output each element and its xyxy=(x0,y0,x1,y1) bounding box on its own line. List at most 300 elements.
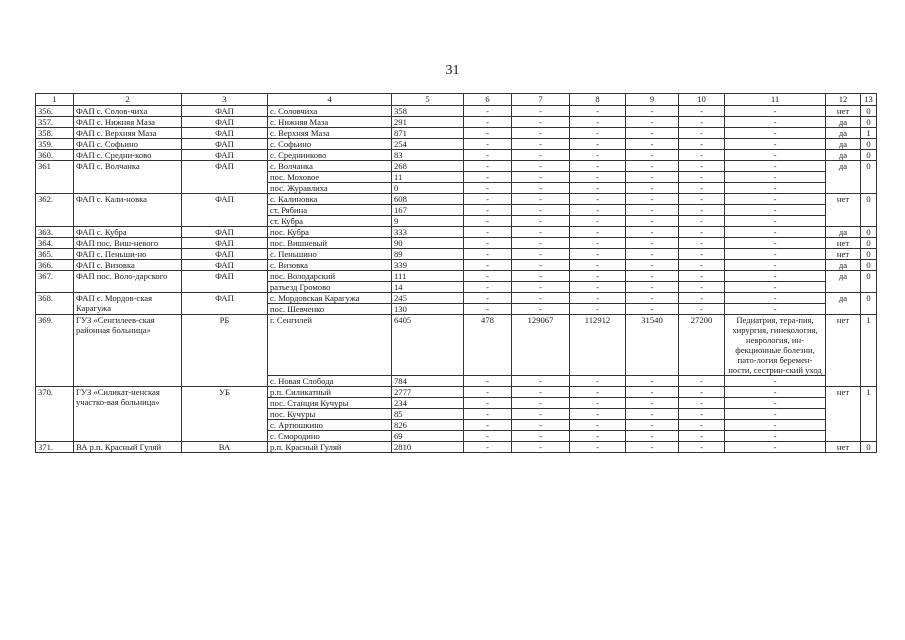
locality-name: с. Пеньшино xyxy=(268,249,392,260)
value-cell: - xyxy=(679,304,725,315)
count-cell: 0 xyxy=(861,260,877,271)
facility-name: ФАП с. Кубра xyxy=(74,227,182,238)
column-header: 9 xyxy=(626,94,679,106)
value-cell: - xyxy=(626,117,679,128)
value-cell: - xyxy=(512,172,570,183)
table-row xyxy=(36,271,877,282)
locality-name: с. Софьино xyxy=(268,139,392,150)
value-cell: - xyxy=(512,117,570,128)
facility-type: ФАП xyxy=(182,249,268,260)
value-cell: - xyxy=(679,216,725,227)
value-cell: - xyxy=(464,249,512,260)
count-cell: 0 xyxy=(861,238,877,249)
table-row xyxy=(36,442,877,453)
value-cell: - xyxy=(464,117,512,128)
facility-type: ФАП xyxy=(182,139,268,150)
services-cell: - xyxy=(725,293,826,304)
value-cell: - xyxy=(512,420,570,431)
value-cell: - xyxy=(626,194,679,205)
locality-name: с. Соловчиха xyxy=(268,106,392,117)
locality-name: г. Сенгилей xyxy=(268,315,392,376)
status-cell: нет xyxy=(826,315,861,387)
value-cell: - xyxy=(464,205,512,216)
value-cell: - xyxy=(570,139,626,150)
value-cell: - xyxy=(464,282,512,293)
status-cell: нет xyxy=(826,238,861,249)
value-cell: - xyxy=(570,172,626,183)
locality-name: р.п. Силикатный xyxy=(268,387,392,398)
locality-name: с. Новая Слобода xyxy=(268,376,392,387)
facility-name: ФАП с. Мордов-ская Карагужа xyxy=(74,293,182,315)
value-cell: - xyxy=(464,139,512,150)
table-row xyxy=(36,150,877,161)
facility-name: ФАП с. Кали-новка xyxy=(74,194,182,227)
table-body xyxy=(36,106,877,453)
count-cell: 1 xyxy=(861,315,877,387)
value-cell: - xyxy=(570,205,626,216)
count-cell: 0 xyxy=(861,139,877,150)
services-cell: - xyxy=(725,376,826,387)
column-header: 6 xyxy=(464,94,512,106)
locality-name: ст. Кубра xyxy=(268,216,392,227)
value-cell: - xyxy=(679,172,725,183)
services-cell: - xyxy=(725,431,826,442)
status-cell: нет xyxy=(826,249,861,260)
value-cell: - xyxy=(679,398,725,409)
status-cell: да xyxy=(826,117,861,128)
value-cell: - xyxy=(512,227,570,238)
locality-name: с. Волчанка xyxy=(268,161,392,172)
value-cell: - xyxy=(570,238,626,249)
value-cell: - xyxy=(512,194,570,205)
value-cell: - xyxy=(570,431,626,442)
value-cell: - xyxy=(512,409,570,420)
population-value: 85 xyxy=(392,409,464,420)
value-cell: - xyxy=(626,431,679,442)
locality-name: с. Верхняя Маза xyxy=(268,128,392,139)
value-cell: - xyxy=(679,205,725,216)
count-cell: 1 xyxy=(861,387,877,442)
value-cell: - xyxy=(626,238,679,249)
column-header: 2 xyxy=(74,94,182,106)
value-cell: - xyxy=(512,139,570,150)
population-value: 90 xyxy=(392,238,464,249)
value-cell: - xyxy=(570,117,626,128)
value-cell: - xyxy=(464,431,512,442)
facility-type: ФАП xyxy=(182,161,268,194)
value-cell: - xyxy=(570,249,626,260)
locality-name: с. Нижняя Маза xyxy=(268,117,392,128)
population-value: 111 xyxy=(392,271,464,282)
value-cell: - xyxy=(464,161,512,172)
population-value: 2777 xyxy=(392,387,464,398)
services-cell: - xyxy=(725,420,826,431)
locality-name: с. Визовка xyxy=(268,260,392,271)
status-cell: нет xyxy=(826,194,861,227)
value-cell: - xyxy=(626,227,679,238)
facility-type: ФАП xyxy=(182,271,268,293)
value-cell: - xyxy=(570,442,626,453)
value-cell: - xyxy=(570,398,626,409)
column-header: 4 xyxy=(268,94,392,106)
status-cell: да xyxy=(826,271,861,293)
value-cell: - xyxy=(464,128,512,139)
value-cell: - xyxy=(626,128,679,139)
row-number: 357. xyxy=(36,117,74,128)
population-value: 268 xyxy=(392,161,464,172)
value-cell: - xyxy=(512,238,570,249)
population-value: 83 xyxy=(392,150,464,161)
locality-name: с. Среднииково xyxy=(268,150,392,161)
value-cell: - xyxy=(679,271,725,282)
services-cell: - xyxy=(725,194,826,205)
value-cell: - xyxy=(570,376,626,387)
value-cell: - xyxy=(570,271,626,282)
value-cell: - xyxy=(626,442,679,453)
count-cell: 0 xyxy=(861,117,877,128)
row-number: 371. xyxy=(36,442,74,453)
row-number: 368. xyxy=(36,293,74,315)
value-cell: - xyxy=(464,304,512,315)
locality-name: ст. Рябина xyxy=(268,205,392,216)
column-header: 3 xyxy=(182,94,268,106)
row-number: 366. xyxy=(36,260,74,271)
services-cell: - xyxy=(725,183,826,194)
value-cell: - xyxy=(512,293,570,304)
services-cell: - xyxy=(725,398,826,409)
value-cell: - xyxy=(679,238,725,249)
value-cell: - xyxy=(679,106,725,117)
status-cell: да xyxy=(826,150,861,161)
value-cell: - xyxy=(512,161,570,172)
value-cell: - xyxy=(464,194,512,205)
column-header: 13 xyxy=(861,94,877,106)
count-cell: 0 xyxy=(861,293,877,315)
value-cell: - xyxy=(679,293,725,304)
value-cell: - xyxy=(679,139,725,150)
column-header: 12 xyxy=(826,94,861,106)
status-cell: нет xyxy=(826,106,861,117)
population-value: 291 xyxy=(392,117,464,128)
population-value: 245 xyxy=(392,293,464,304)
facility-type: ФАП xyxy=(182,227,268,238)
facilities-table xyxy=(35,93,877,453)
value-cell: - xyxy=(679,420,725,431)
value-cell: - xyxy=(464,387,512,398)
value-cell: - xyxy=(464,420,512,431)
count-cell: 1 xyxy=(861,128,877,139)
facility-name: ФАП с. Верхняя Маза xyxy=(74,128,182,139)
value-cell: - xyxy=(570,106,626,117)
value-cell: - xyxy=(626,409,679,420)
value-cell: - xyxy=(570,150,626,161)
facility-name: ГУЗ «Сенгилеев-ская районная больница» xyxy=(74,315,182,387)
value-cell: - xyxy=(464,409,512,420)
value-cell: - xyxy=(626,376,679,387)
value-cell: - xyxy=(626,398,679,409)
count-cell: 0 xyxy=(861,161,877,194)
table-row xyxy=(36,293,877,304)
value-cell: - xyxy=(626,249,679,260)
facility-name: ФАП с. Волчанка xyxy=(74,161,182,194)
row-number: 369. xyxy=(36,315,74,387)
services-cell: - xyxy=(725,442,826,453)
table-row xyxy=(36,315,877,376)
services-cell: - xyxy=(725,304,826,315)
population-value: 871 xyxy=(392,128,464,139)
facility-name: ФАП с. Визовка xyxy=(74,260,182,271)
column-header: 7 xyxy=(512,94,570,106)
locality-name: с. Артюшкино xyxy=(268,420,392,431)
value-cell: - xyxy=(626,139,679,150)
services-cell: - xyxy=(725,227,826,238)
services-cell: - xyxy=(725,216,826,227)
value-cell: - xyxy=(679,117,725,128)
value-cell: - xyxy=(679,442,725,453)
services-cell: - xyxy=(725,409,826,420)
value-cell: - xyxy=(512,150,570,161)
locality-name: пос. Шевченко xyxy=(268,304,392,315)
value-cell: - xyxy=(626,293,679,304)
locality-name: пос. Володарский xyxy=(268,271,392,282)
population-value: 6405 xyxy=(392,315,464,376)
value-cell: - xyxy=(679,194,725,205)
population-value: 69 xyxy=(392,431,464,442)
status-cell: да xyxy=(826,139,861,150)
value-cell: - xyxy=(570,128,626,139)
value-cell: - xyxy=(570,304,626,315)
count-cell: 0 xyxy=(861,194,877,227)
population-value: 0 xyxy=(392,183,464,194)
services-cell: - xyxy=(725,260,826,271)
locality-name: р.п. Красный Гуляй xyxy=(268,442,392,453)
value-cell: - xyxy=(679,249,725,260)
value-cell: - xyxy=(464,227,512,238)
count-cell: 0 xyxy=(861,271,877,293)
status-cell: да xyxy=(826,293,861,315)
value-cell: - xyxy=(626,271,679,282)
facility-name: ФАП пос. Воло-дарского xyxy=(74,271,182,293)
value-cell: - xyxy=(679,387,725,398)
value-cell: - xyxy=(512,183,570,194)
facility-type: РБ xyxy=(182,315,268,387)
population-value: 130 xyxy=(392,304,464,315)
table-row xyxy=(36,227,877,238)
status-cell: да xyxy=(826,260,861,271)
value-cell: - xyxy=(679,409,725,420)
value-cell: - xyxy=(464,172,512,183)
value-cell: - xyxy=(626,304,679,315)
column-header: 5 xyxy=(392,94,464,106)
value-cell: - xyxy=(570,260,626,271)
value-cell: - xyxy=(464,150,512,161)
value-cell: - xyxy=(464,183,512,194)
population-value: 339 xyxy=(392,260,464,271)
value-cell: - xyxy=(512,442,570,453)
table-row xyxy=(36,106,877,117)
table-row xyxy=(36,387,877,398)
value-cell: - xyxy=(570,387,626,398)
population-value: 826 xyxy=(392,420,464,431)
population-value: 234 xyxy=(392,398,464,409)
services-cell: - xyxy=(725,271,826,282)
population-value: 167 xyxy=(392,205,464,216)
services-cell: - xyxy=(725,117,826,128)
table-row xyxy=(36,161,877,172)
value-cell: - xyxy=(512,260,570,271)
value-cell: - xyxy=(512,106,570,117)
facility-type: УБ xyxy=(182,387,268,442)
value-cell: - xyxy=(570,227,626,238)
row-number: 365. xyxy=(36,249,74,260)
facility-name: ФАП с. Софьино xyxy=(74,139,182,150)
value-cell: - xyxy=(570,194,626,205)
page-number: 31 xyxy=(445,63,460,78)
facility-type: ФАП xyxy=(182,106,268,117)
value-cell: - xyxy=(570,409,626,420)
locality-name: с. Смородино xyxy=(268,431,392,442)
facility-type: ФАП xyxy=(182,194,268,227)
value-cell: 112912 xyxy=(570,315,626,376)
locality-name: разъезд Громово xyxy=(268,282,392,293)
services-cell: - xyxy=(725,128,826,139)
row-number: 363. xyxy=(36,227,74,238)
services-cell: - xyxy=(725,172,826,183)
value-cell: - xyxy=(679,150,725,161)
status-cell: да xyxy=(826,227,861,238)
facility-name: ФАП пос. Виш-невого xyxy=(74,238,182,249)
facility-name: ВА р.п. Красный Гуляй xyxy=(74,442,182,453)
value-cell: - xyxy=(570,183,626,194)
status-cell: да xyxy=(826,128,861,139)
value-cell: - xyxy=(512,282,570,293)
count-cell: 0 xyxy=(861,106,877,117)
value-cell: 27200 xyxy=(679,315,725,376)
population-value: 608 xyxy=(392,194,464,205)
services-cell: - xyxy=(725,282,826,293)
services-cell: - xyxy=(725,150,826,161)
row-number: 360. xyxy=(36,150,74,161)
facility-type: ВА xyxy=(182,442,268,453)
facility-name: ФАП с. Средни-ково xyxy=(74,150,182,161)
value-cell: 129067 xyxy=(512,315,570,376)
value-cell: - xyxy=(679,431,725,442)
table-row xyxy=(36,249,877,260)
services-cell: - xyxy=(725,238,826,249)
population-value: 784 xyxy=(392,376,464,387)
value-cell: - xyxy=(570,161,626,172)
services-cell: - xyxy=(725,205,826,216)
table-header xyxy=(36,94,877,106)
value-cell: - xyxy=(570,293,626,304)
value-cell: - xyxy=(512,387,570,398)
row-number: 367. xyxy=(36,271,74,293)
value-cell: - xyxy=(679,282,725,293)
facility-type: ФАП xyxy=(182,293,268,315)
locality-name: пос. Вишневый xyxy=(268,238,392,249)
facility-name: ФАП с. Нижняя Маза xyxy=(74,117,182,128)
row-number: 358. xyxy=(36,128,74,139)
status-cell: да xyxy=(826,161,861,194)
value-cell: - xyxy=(464,293,512,304)
locality-name: пос. Станция Кучуры xyxy=(268,398,392,409)
value-cell: - xyxy=(464,442,512,453)
value-cell: - xyxy=(512,304,570,315)
services-cell: - xyxy=(725,387,826,398)
population-value: 358 xyxy=(392,106,464,117)
value-cell: - xyxy=(626,387,679,398)
services-cell: - xyxy=(725,161,826,172)
population-value: 2810 xyxy=(392,442,464,453)
column-header: 11 xyxy=(725,94,826,106)
value-cell: - xyxy=(464,398,512,409)
population-value: 333 xyxy=(392,227,464,238)
value-cell: - xyxy=(570,282,626,293)
population-value: 9 xyxy=(392,216,464,227)
count-cell: 0 xyxy=(861,150,877,161)
value-cell: - xyxy=(626,172,679,183)
table-row xyxy=(36,139,877,150)
value-cell: - xyxy=(626,183,679,194)
facility-type: ФАП xyxy=(182,260,268,271)
value-cell: 31540 xyxy=(626,315,679,376)
value-cell: 478 xyxy=(464,315,512,376)
locality-name: пос. Журавлиха xyxy=(268,183,392,194)
table-row xyxy=(36,194,877,205)
value-cell: - xyxy=(679,227,725,238)
value-cell: - xyxy=(464,271,512,282)
value-cell: - xyxy=(570,216,626,227)
count-cell: 0 xyxy=(861,249,877,260)
population-value: 89 xyxy=(392,249,464,260)
value-cell: - xyxy=(626,205,679,216)
value-cell: - xyxy=(512,271,570,282)
count-cell: 0 xyxy=(861,227,877,238)
value-cell: - xyxy=(679,260,725,271)
value-cell: - xyxy=(512,205,570,216)
row-number: 362. xyxy=(36,194,74,227)
locality-name: с. Мордовская Карагужа xyxy=(268,293,392,304)
value-cell: - xyxy=(626,260,679,271)
value-cell: - xyxy=(512,128,570,139)
facility-type: ФАП xyxy=(182,128,268,139)
value-cell: - xyxy=(512,249,570,260)
services-cell: - xyxy=(725,106,826,117)
facility-type: ФАП xyxy=(182,150,268,161)
value-cell: - xyxy=(626,161,679,172)
facility-type: ФАП xyxy=(182,238,268,249)
row-number: 361 xyxy=(36,161,74,194)
value-cell: - xyxy=(464,376,512,387)
value-cell: - xyxy=(512,398,570,409)
value-cell: - xyxy=(464,106,512,117)
value-cell: - xyxy=(464,238,512,249)
value-cell: - xyxy=(464,216,512,227)
value-cell: - xyxy=(570,420,626,431)
row-number: 370. xyxy=(36,387,74,442)
value-cell: - xyxy=(626,420,679,431)
population-value: 11 xyxy=(392,172,464,183)
value-cell: - xyxy=(626,106,679,117)
locality-name: пос. Кубра xyxy=(268,227,392,238)
value-cell: - xyxy=(679,183,725,194)
facility-name: ФАП с. Солов-чиха xyxy=(74,106,182,117)
status-cell: нет xyxy=(826,387,861,442)
row-number: 364. xyxy=(36,238,74,249)
facility-name: ГУЗ «Силикат-ненская участко-вая больница» xyxy=(74,387,182,442)
value-cell: - xyxy=(679,128,725,139)
table-row xyxy=(36,117,877,128)
